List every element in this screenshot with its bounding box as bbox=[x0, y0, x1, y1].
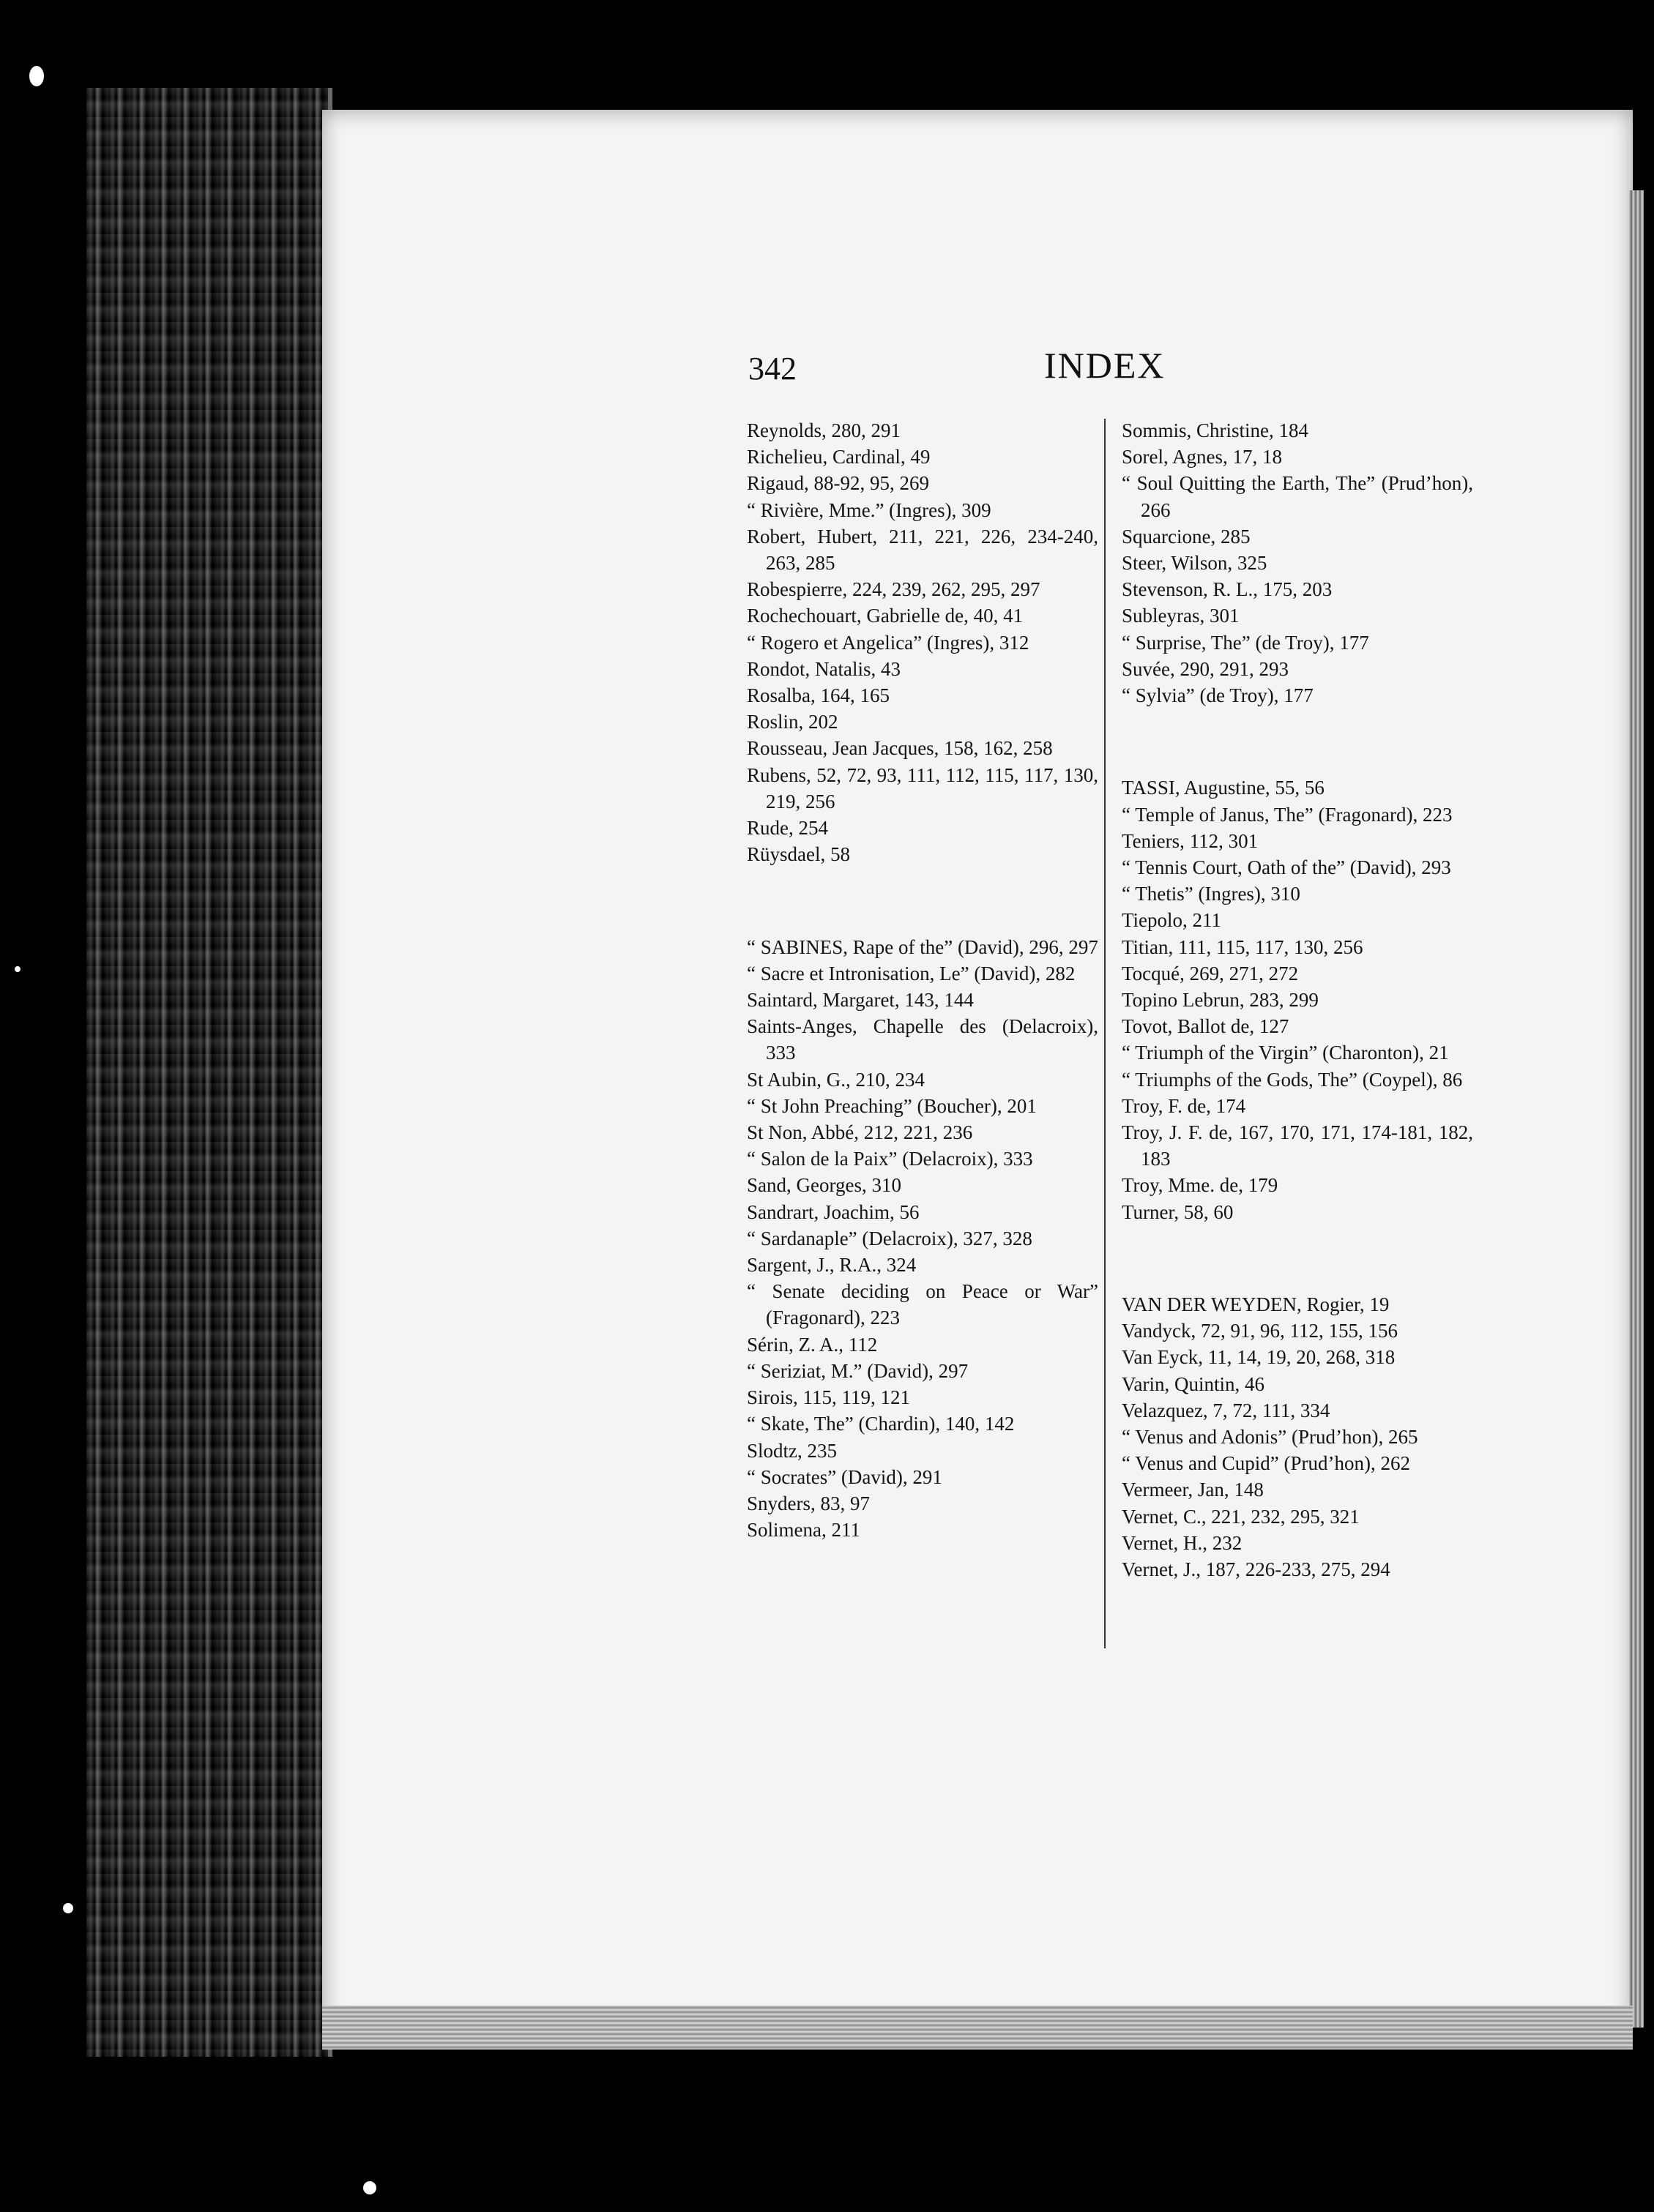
index-entry: “ Triumphs of the Gods, The” (Coypel), 86 bbox=[1122, 1068, 1463, 1091]
page-title: INDEX bbox=[1044, 345, 1166, 386]
index-entry: Topino Lebrun, 283, 299 bbox=[1122, 989, 1319, 1012]
index-entry: “ Thetis” (Ingres), 310 bbox=[1122, 883, 1300, 905]
index-entry: Vermeer, Jan, 148 bbox=[1122, 1479, 1264, 1501]
index-entry: Tiepolo, 211 bbox=[1122, 909, 1222, 932]
index-entry: Sommis, Christine, 184 bbox=[1122, 419, 1309, 441]
dust-speck bbox=[363, 2181, 376, 2194]
index-entry: Varin, Quintin, 46 bbox=[1122, 1372, 1264, 1395]
index-entry: Van Eyck, 11, 14, 19, 20, 268, 318 bbox=[1122, 1346, 1396, 1369]
section-gap bbox=[747, 887, 1098, 913]
index-entry: “ Triumph of the Virgin” (Charonton), 21 bbox=[1122, 1042, 1449, 1064]
book-spine bbox=[86, 88, 332, 2057]
index-entry: Rubens, 52, 72, 93, 111, 112, 115, 117, 130, 219, 256 bbox=[747, 763, 1098, 812]
index-entry: Teniers, 112, 301 bbox=[1122, 829, 1259, 852]
index-entry: St Non, Abbé, 212, 221, 236 bbox=[747, 1121, 973, 1144]
index-entry: “ SABINES, Rape of the” (David), 296, 297 bbox=[747, 935, 1098, 958]
index-entry: VAN DER WEYDEN, Rogier, 19 bbox=[1122, 1293, 1390, 1316]
index-entry: Sandrart, Joachim, 56 bbox=[747, 1200, 920, 1223]
index-entry: Vernet, C., 221, 232, 295, 321 bbox=[1122, 1505, 1360, 1528]
index-entry: TASSI, Augustine, 55, 56 bbox=[1122, 777, 1325, 799]
index-entry: Titian, 111, 115, 117, 130, 256 bbox=[1122, 935, 1363, 958]
section-gap bbox=[1122, 1245, 1473, 1271]
index-entry: Vernet, H., 232 bbox=[1122, 1531, 1243, 1554]
index-entry: Sand, Georges, 310 bbox=[747, 1174, 901, 1197]
index-entry: Reynolds, 280, 291 bbox=[747, 419, 901, 441]
index-entry: Rondot, Natalis, 43 bbox=[747, 657, 901, 680]
index-entry: Rochechouart, Gabrielle de, 40, 41 bbox=[747, 605, 1024, 627]
index-entry: Tovot, Ballot de, 127 bbox=[1122, 1015, 1289, 1038]
index-entry: Roslin, 202 bbox=[747, 711, 838, 733]
index-entry: Solimena, 211 bbox=[747, 1519, 860, 1542]
index-entry: Robespierre, 224, 239, 262, 295, 297 bbox=[747, 578, 1040, 601]
index-entry: Vernet, J., 187, 226-233, 275, 294 bbox=[1122, 1558, 1390, 1581]
index-entry: Saintard, Margaret, 143, 144 bbox=[747, 989, 974, 1012]
index-entry: Rigaud, 88-92, 95, 269 bbox=[747, 472, 929, 495]
index-entry: Rousseau, Jean Jacques, 158, 162, 258 bbox=[747, 737, 1053, 760]
index-entry: Richelieu, Cardinal, 49 bbox=[747, 446, 931, 468]
index-entry: “ St John Preaching” (Boucher), 201 bbox=[747, 1094, 1037, 1117]
index-entry: “ Venus and Cupid” (Prud’hon), 262 bbox=[1122, 1452, 1410, 1475]
index-entry: Squarcione, 285 bbox=[1122, 525, 1251, 548]
index-entry: “ Socrates” (David), 291 bbox=[747, 1465, 942, 1488]
index-entry: “ Seriziat, M.” (David), 297 bbox=[747, 1359, 969, 1382]
index-entry: “ Skate, The” (Chardin), 140, 142 bbox=[747, 1413, 1015, 1435]
index-entry: “ Soul Quitting the Earth, The” (Prud’hon), 266 bbox=[1122, 472, 1473, 521]
index-entry: “ Tennis Court, Oath of the” (David), 293 bbox=[1122, 856, 1451, 879]
index-entry: Slodtz, 235 bbox=[747, 1439, 838, 1462]
page-edge bbox=[1629, 190, 1644, 2028]
index-entry: Troy, F. de, 174 bbox=[1122, 1094, 1246, 1117]
index-entry: “ Surprise, The” (de Troy), 177 bbox=[1122, 631, 1369, 654]
index-entry: “ Salon de la Paix” (Delacroix), 333 bbox=[747, 1148, 1033, 1170]
index-entry: Tocqué, 269, 271, 272 bbox=[1122, 962, 1299, 984]
dust-speck bbox=[29, 66, 44, 86]
index-entry: Sirois, 115, 119, 121 bbox=[747, 1386, 911, 1409]
index-entry: Sorel, Agnes, 17, 18 bbox=[1122, 446, 1282, 468]
index-entry: Subleyras, 301 bbox=[1122, 605, 1240, 627]
index-entry: Turner, 58, 60 bbox=[1122, 1200, 1234, 1223]
index-entry: “ Sardanaple” (Delacroix), 327, 328 bbox=[747, 1227, 1032, 1249]
index-entry: Saints-Anges, Chapelle des (Delacroix), 333 bbox=[747, 1015, 1098, 1064]
index-entry: Steer, Wilson, 325 bbox=[1122, 552, 1267, 575]
index-column-left bbox=[747, 417, 1098, 1543]
index-entry: “ Temple of Janus, The” (Fragonard), 223 bbox=[1122, 803, 1453, 826]
column-divider bbox=[1104, 419, 1106, 1648]
index-entry: “ Venus and Adonis” (Prud’hon), 265 bbox=[1122, 1426, 1418, 1449]
index-entry: “ Rivière, Mme.” (Ingres), 309 bbox=[747, 498, 991, 521]
index-entry: “ Sacre et Intronisation, Le” (David), 282 bbox=[747, 962, 1076, 984]
index-entry: Robert, Hubert, 211, 221, 226, 234-240, 263, 285 bbox=[747, 525, 1098, 575]
index-entry: Velazquez, 7, 72, 111, 334 bbox=[1122, 1399, 1330, 1421]
index-entry: Sargent, J., R.A., 324 bbox=[747, 1254, 917, 1277]
dust-speck bbox=[63, 1903, 73, 1913]
page-bottom-edge bbox=[322, 2006, 1633, 2050]
index-entry: Suvée, 290, 291, 293 bbox=[1122, 657, 1289, 680]
index-entry: “ Senate deciding on Peace or War” (Fragonard), 223 bbox=[747, 1280, 1098, 1329]
index-entry: Stevenson, R. L., 175, 203 bbox=[1122, 578, 1333, 601]
index-entry: Snyders, 83, 97 bbox=[747, 1492, 870, 1514]
index-entry: Rüysdael, 58 bbox=[747, 843, 850, 866]
index-entry: Troy, J. F. de, 167, 170, 171, 174-181, 182, 183 bbox=[1122, 1121, 1473, 1170]
index-entry: Rosalba, 164, 165 bbox=[747, 684, 890, 707]
index-entry: Vandyck, 72, 91, 96, 112, 155, 156 bbox=[1122, 1320, 1398, 1342]
index-entry: St Aubin, G., 210, 234 bbox=[747, 1068, 925, 1091]
index-entry: Troy, Mme. de, 179 bbox=[1122, 1174, 1278, 1197]
index-entry: “ Rogero et Angelica” (Ingres), 312 bbox=[747, 631, 1029, 654]
index-entry: Rude, 254 bbox=[747, 817, 828, 840]
index-column-right bbox=[1122, 417, 1473, 1583]
section-gap bbox=[1122, 728, 1473, 755]
index-entry: Sérin, Z. A., 112 bbox=[747, 1333, 878, 1356]
index-entry: “ Sylvia” (de Troy), 177 bbox=[1122, 684, 1314, 707]
dust-speck bbox=[15, 966, 21, 972]
page-number: 342 bbox=[748, 351, 797, 386]
